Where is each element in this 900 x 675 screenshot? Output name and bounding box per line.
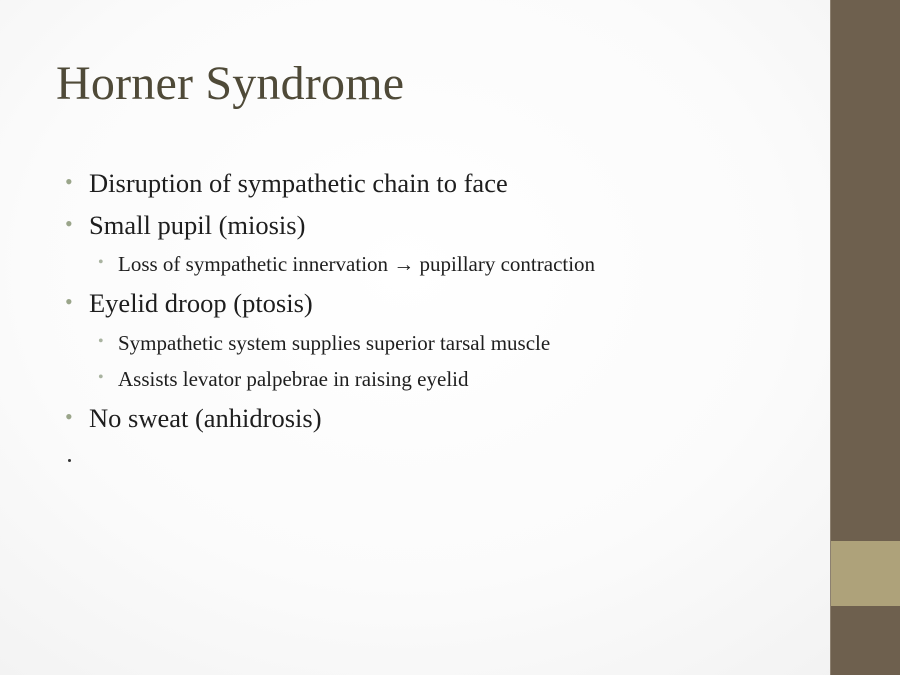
bullet-text: No sweat (anhidrosis) (89, 403, 322, 433)
sub-bullet-dot-icon: • (98, 254, 104, 271)
empty-bullet-marker (68, 459, 71, 462)
bullet-item-2 (65, 210, 306, 241)
bullet-item-4 (65, 403, 322, 434)
bullet-text: Eyelid droop (ptosis) (89, 288, 313, 318)
sub-bullet-item-2 (98, 331, 551, 356)
sub-bullet-item-3 (98, 367, 469, 392)
bullet-dot-icon: • (65, 289, 73, 314)
sub-bullet-text: Loss of sympathetic innervation → pupillary contraction (118, 252, 596, 276)
bullet-text: Disruption of sympathetic chain to face (89, 168, 508, 198)
sub-bullet-text: Sympathetic system supplies superior tarsal muscle (118, 331, 551, 355)
bullet-dot-icon: • (65, 211, 73, 236)
decorative-sidebar (830, 0, 900, 675)
sub-bullet-item-1 (98, 252, 596, 277)
sub-bullet-text: Assists levator palpebrae in raising eyelid (118, 367, 469, 391)
sub-bullet-dot-icon: • (98, 369, 104, 386)
bullet-item-1 (65, 168, 508, 199)
sidebar-accent-block (831, 541, 900, 606)
sub-bullet-dot-icon: • (98, 333, 104, 350)
bullet-text: Small pupil (miosis) (89, 210, 306, 240)
bullet-dot-icon: • (65, 169, 73, 194)
slide-title: Horner Syndrome (56, 57, 405, 110)
bullet-item-3 (65, 288, 313, 319)
bullet-dot-icon: • (65, 404, 73, 429)
